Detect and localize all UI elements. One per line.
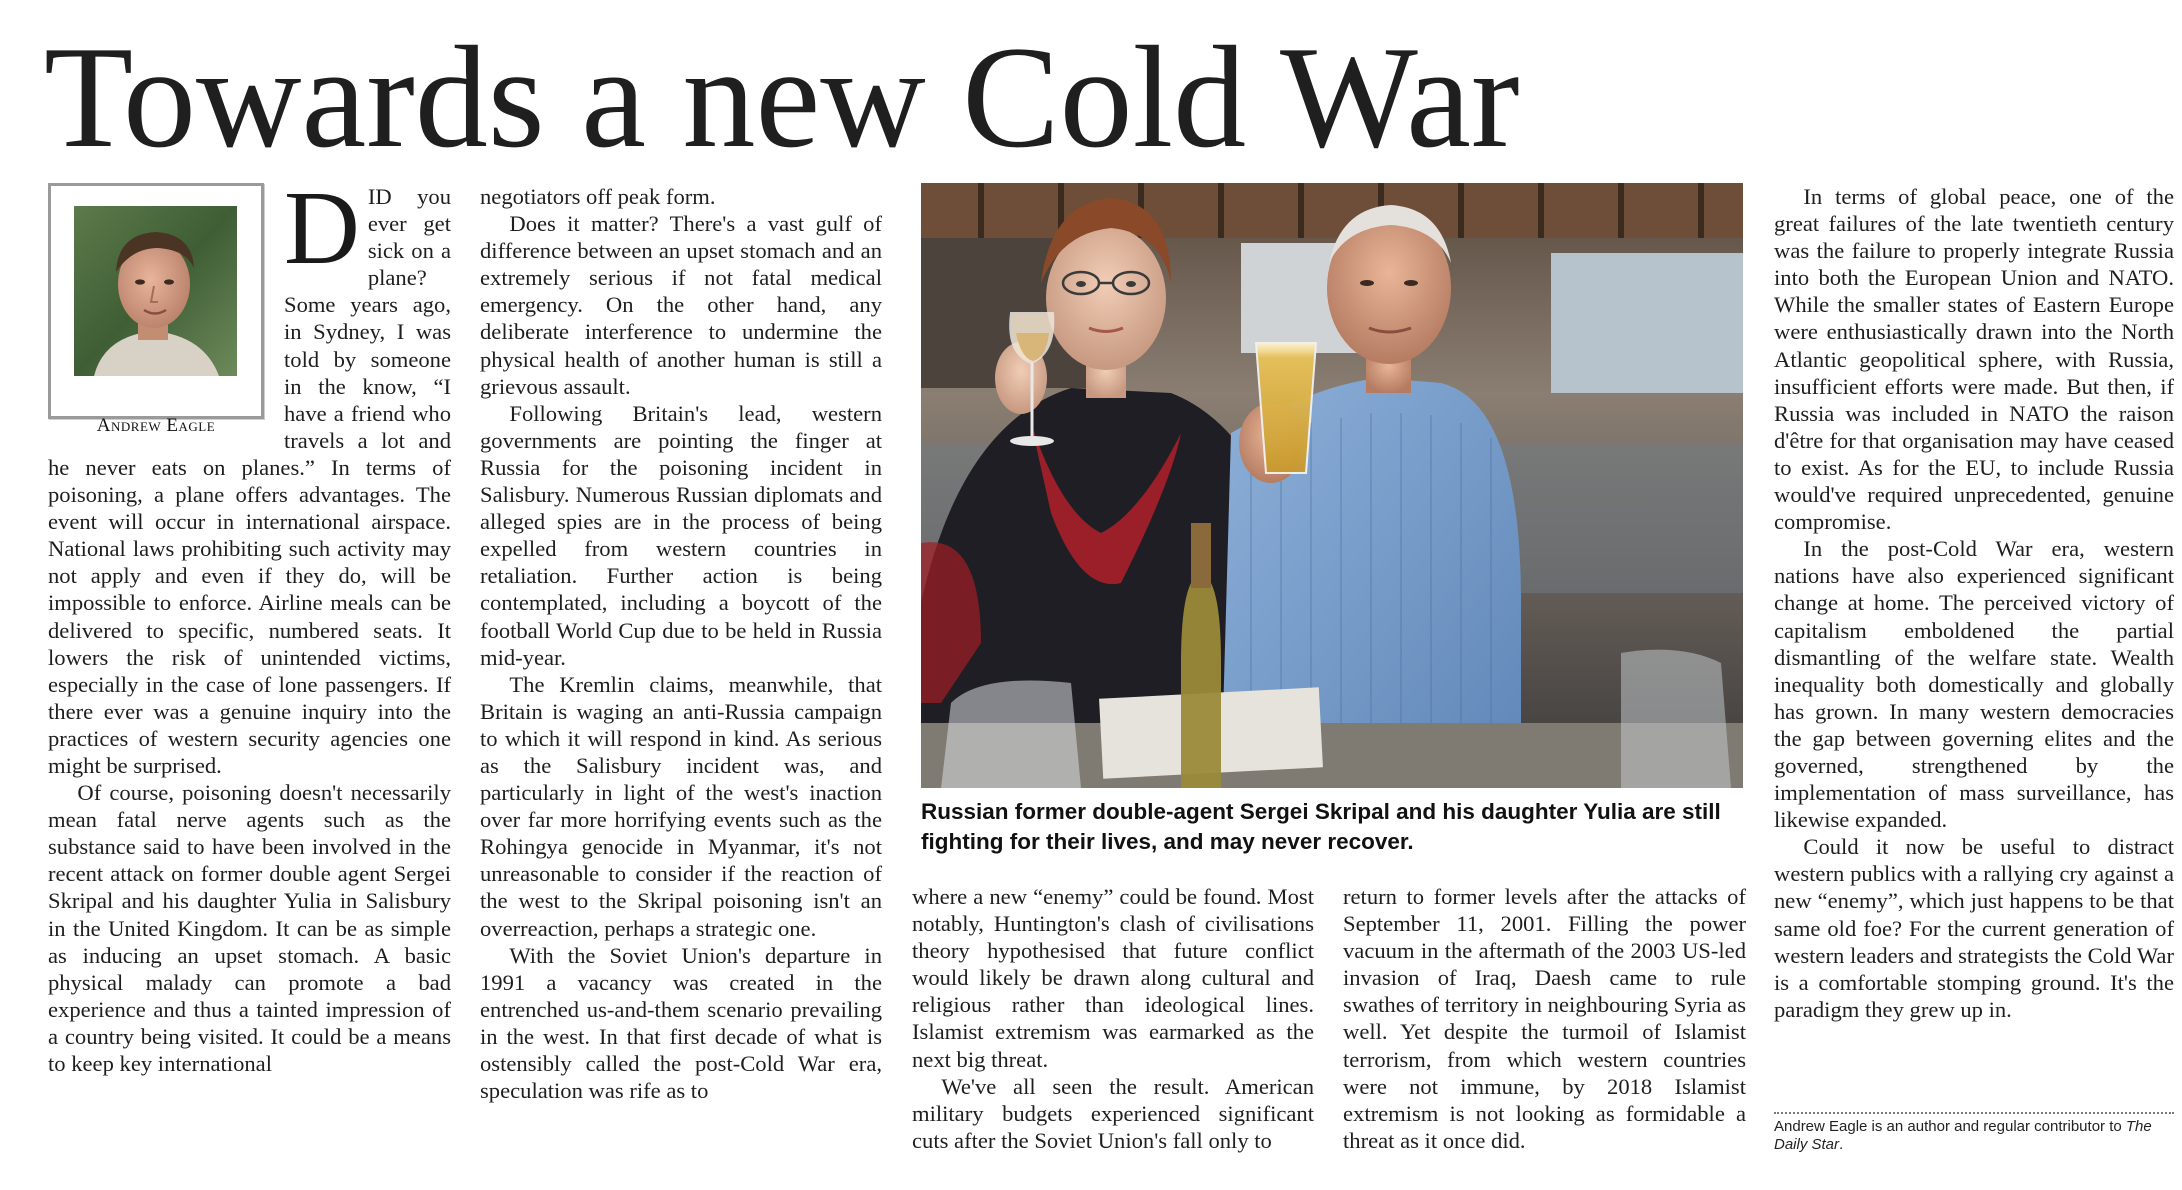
author-tagline xyxy=(1774,1112,2174,1154)
article-column-2 xyxy=(480,183,882,1104)
paragraph: With the Soviet Union's departure in 1991 a vacancy was created in the entrenched us-and-them scenario prevailing in the west. In that first decade of what is ostensibly called the post-Cold War era, speculation was rife as to xyxy=(480,942,882,1104)
author-portrait xyxy=(74,206,237,376)
paragraph: In terms of global peace, one of the great failures of the late twentieth century was the failure to properly integrate Russia into both the European Union and NATO. While the smaller states of Eastern Europe were enthusiastically drawn into the North Atlantic geopolitical sphere, with Russia, insufficient efforts were made. But then, if Russia was included in NATO the raison d'être for that organisation may have ceased to exist. As for the EU, to include Russia would've required unprecedented, genuine compromise. xyxy=(1774,184,2174,535)
skripal-photo xyxy=(921,183,1743,788)
headline: Towards a new Cold War xyxy=(44,16,1520,178)
newspaper-name: The Daily Star xyxy=(1774,1118,2152,1153)
paragraph: where a new “enemy” could be found. Most notably, Huntington's clash of civilisations theory hypothesised that future conflict would likely be drawn along cultural and religious rather than ideological lines. Islamist extremism was earmarked as the next big threat. xyxy=(912,884,1314,1072)
paragraph: Of course, poisoning doesn't necessarily mean fatal nerve agents such as the substance said to have been involved in the recent attack on former double agent Sergei Skripal and his daughter Yulia in Salisbury in the United Kingdom. It can be as simple as inducing an upset stomach. A basic physical malady can promote a bad experience and thus a tainted impression of a country being visited. It could be a means to keep key international xyxy=(48,780,451,1076)
drop-cap: D xyxy=(284,169,360,286)
paragraph: ID you ever get sick on a plane? Some years ago, in Sydney, I was told by someone in the know, “I have a friend who travels a lot and he never eats on planes.” In terms of poisoning, a plane offers advantages. The event will occur in international airspace. National laws prohibiting such activity may not apply and even if they do, will be impossible to enforce. Airline meals can be delivered to specific, numbered seats. It lowers the risk of unintended victims, especially in the case of lone passengers. If there ever was a genuine inquiry into the practices of western security agencies one might be surprised. xyxy=(48,184,451,778)
tagline-text: Andrew Eagle is an author and regular contributor to xyxy=(1774,1118,2126,1135)
article-column-4 xyxy=(1343,883,1746,1154)
byline-box xyxy=(48,183,264,436)
paragraph: negotiators off peak form. xyxy=(480,184,716,209)
paragraph: return to former levels after the attacks of September 11, 2001. Filling the power vacuum in the aftermath of the 2003 US-led invasion of Iraq, Daesh came to rule swathes of territory in neighbouring Syria as well. Yet despite the turmoil of Islamist terrorism, from which western countries were not immune, by 2018 Islamist extremism is not looking as formidable a threat as it once did. xyxy=(1343,884,1746,1153)
article-column-5 xyxy=(1774,183,2174,1023)
paragraph: We've all seen the result. American military budgets experienced significant cuts after the Soviet Union's fall only to xyxy=(912,1073,1314,1153)
paragraph: In the post-Cold War era, western nations have also experienced significant change at home. The perceived victory of capitalism emboldened the partial dismantling of the welfare state. Wealth inequality both domestically and globally has grown. In many western democracies the gap between governing elites and the governed, strengthened by the implementation of mass surveillance, has likewise expanded. xyxy=(1774,536,2174,833)
paragraph: The Kremlin claims, meanwhile, that Britain is waging an anti-Russia campaign to which it will respond in kind. As serious as the Salisbury incident was, and particularly in light of the west's inaction over far more horrifying events such as the Rohingya genocide in Myanmar, it's not unreasonable to consider if the reaction of the west to the Skripal poisoning isn't an overreaction, perhaps a strategic one. xyxy=(480,671,882,941)
paragraph: Could it now be useful to distract western publics with a rallying cry against a new “enemy”, which just happens to be that same old foe? For the current generation of western leaders and strategists the Cold War is a comfortable stomping ground. It's the paradigm they grew up in. xyxy=(1774,834,2174,1022)
tagline-end: . xyxy=(1839,1136,1844,1153)
article-column-3 xyxy=(912,883,1314,1154)
photo-caption: Russian former double-agent Sergei Skripal and his daughter Yulia are still fighting for their lives, and may never recover. xyxy=(921,799,1721,854)
paragraph: Does it matter? There's a vast gulf of difference between an upset stomach and an extremely serious if not fatal medical emergency. On the other hand, any deliberate interference to undermine the physical health of another human is still a grievous assault. xyxy=(480,211,882,399)
article-column-1 xyxy=(48,169,451,1077)
paragraph: Following Britain's lead, western governments are pointing the finger at Russia for the poisoning incident in Salisbury. Numerous Russian diplomats and alleged spies are in the process of being expelled from western countries in retaliation. Further action is being contemplated, including a boycott of the football World Cup due to be held in Russia mid-year. xyxy=(480,400,882,670)
author-name: Andrew Eagle xyxy=(96,415,216,436)
